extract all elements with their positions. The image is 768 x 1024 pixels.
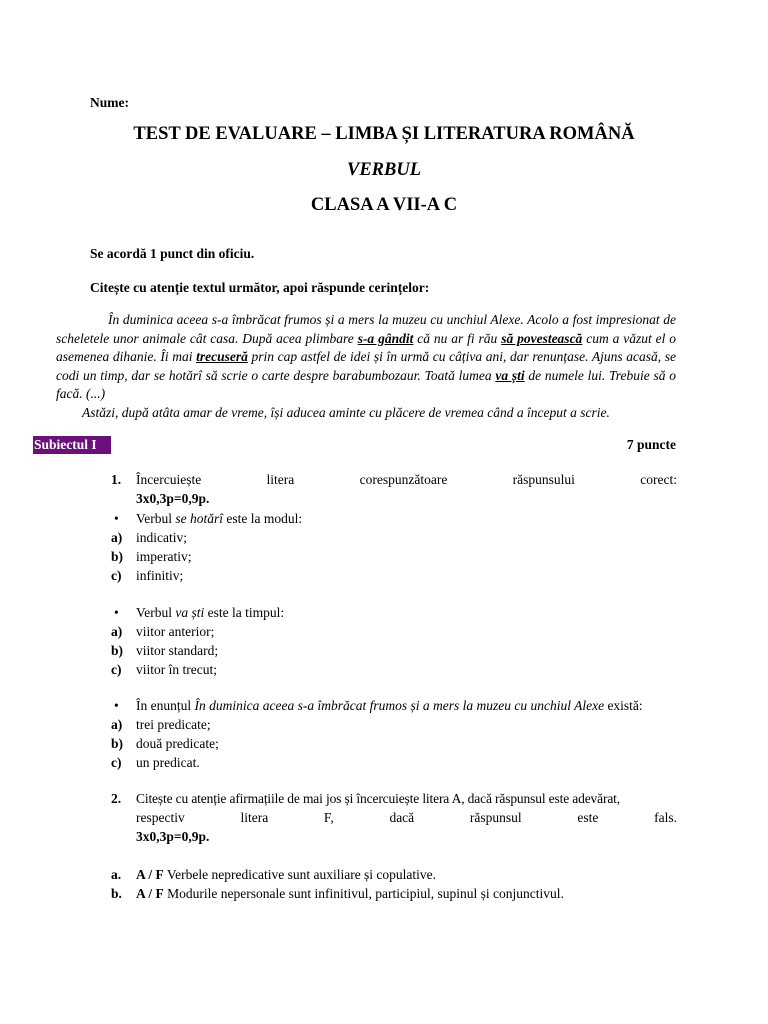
underlined-verb: va ști xyxy=(495,367,525,383)
question-2-number: 2. xyxy=(111,791,122,806)
instruction-word: corespunzătoare xyxy=(359,472,448,487)
bullet-icon: • xyxy=(114,511,119,526)
option-text: viitor în trecut; xyxy=(136,662,217,677)
underlined-verb: s-a gândit xyxy=(357,330,414,346)
instruction-word: este xyxy=(577,810,599,825)
true-false-choice: A / F xyxy=(136,886,164,901)
option-letter: c) xyxy=(111,755,122,770)
passage-paragraph-2: Astăzi, după atâta amar de vreme, își aducea aminte cu plăcere de vremea când a început a scrie. xyxy=(82,404,610,420)
instruction-word: Încercuiește xyxy=(136,472,202,487)
question-1-item-3 xyxy=(136,697,643,716)
option-text: un predicat. xyxy=(136,755,200,770)
option-letter: c) xyxy=(111,568,122,583)
subject-points: 7 puncte xyxy=(626,437,676,452)
class-heading: CLASA A VII-A C xyxy=(310,195,458,215)
option-text: trei predicate; xyxy=(136,717,211,732)
statement-b xyxy=(136,885,564,904)
statement-letter: b. xyxy=(111,886,122,901)
test-subtitle: VERBUL xyxy=(346,160,422,180)
true-false-choice: A / F xyxy=(136,867,164,882)
instruction-word: răspunsului xyxy=(512,472,575,487)
reading-instruction: Citește cu atenție textul următor, apoi răspunde cerințelor: xyxy=(90,280,430,295)
instruction-word: corect: xyxy=(640,472,677,487)
option-letter: b) xyxy=(111,736,124,751)
statement-a xyxy=(136,866,436,885)
underlined-verb: trecuseră xyxy=(196,349,248,364)
instruction-word: litera xyxy=(266,472,295,487)
question-1-instruction xyxy=(136,471,677,490)
item-text: este la modul: xyxy=(223,511,303,526)
option-letter: b) xyxy=(111,549,124,564)
option-text: viitor standard; xyxy=(136,643,219,658)
item-text: este la timpul: xyxy=(204,605,285,620)
question-1-item-1 xyxy=(136,510,302,529)
instruction-word: respectiv xyxy=(136,810,185,825)
statement-text: Modurile nepersonale sunt infinitivul, participiul, supinul și conjunctivul. xyxy=(163,886,564,901)
item-text: Verbul xyxy=(136,605,176,620)
statement-letter: a. xyxy=(111,867,122,882)
item-verb: va ști xyxy=(175,605,205,620)
reading-passage xyxy=(56,311,676,422)
instruction-word: răspunsul xyxy=(469,810,522,825)
item-text: există: xyxy=(604,698,643,713)
statement-text: Verbele nepredicative sunt auxiliare și copulative. xyxy=(163,867,437,882)
option-letter: b) xyxy=(111,643,124,658)
passage-text: În duminica aceea s-a îmbrăcat frumos și a mers la muzeu cu unchiul Alexe. Acolo a fost impresionat de scheletele unor animale cât casa. După acea plimbare xyxy=(56,312,676,346)
passage-text: de numele lui. Trebuie să o facă. (...) xyxy=(56,367,677,401)
question-2-instruction-line-1: Citește cu atenție afirmațiile de mai jos și încercuiește litera A, dacă răspunsul este adevărat, xyxy=(136,791,621,806)
question-1-item-2 xyxy=(136,604,284,623)
option-text: infinitiv; xyxy=(136,568,184,583)
instruction-word: dacă xyxy=(389,810,415,825)
test-title: TEST DE EVALUARE – LIMBA ȘI LITERATURA ROMÂNĂ xyxy=(133,124,635,144)
item-text: În enunțul xyxy=(136,698,195,713)
question-2-instruction-line-2 xyxy=(136,809,677,828)
question-1-number: 1. xyxy=(111,472,122,487)
underlined-verb: să povestească xyxy=(501,330,583,346)
bullet-icon: • xyxy=(114,605,119,620)
bullet-icon: • xyxy=(114,698,119,713)
option-letter: a) xyxy=(111,624,123,639)
option-letter: a) xyxy=(111,717,123,732)
item-text: Verbul xyxy=(136,511,176,526)
item-verb: se hotărî xyxy=(175,511,224,526)
option-letter: c) xyxy=(111,662,122,677)
item-sentence: În duminica aceea s-a îmbrăcat frumos și a mers la muzeu cu unchiul Alexe xyxy=(194,698,605,713)
instruction-word: fals. xyxy=(654,810,677,825)
passage-paragraph-1 xyxy=(56,311,676,404)
instruction-word: F, xyxy=(323,810,334,825)
bonus-point-note: Se acordă 1 punct din oficiu. xyxy=(90,246,255,261)
instruction-word: litera xyxy=(240,810,269,825)
passage-text: prin cap astfel de idei și în urmă cu câțiva ani, dar renunțase. Ajuns acasă, se codi un timp, dar se hotărî să scrie o carte despre barabumbozaur. Toată lumea xyxy=(56,349,676,383)
option-text: imperativ; xyxy=(136,549,192,564)
question-2-score: 3x0,3p=0,9p. xyxy=(136,829,210,844)
passage-text: că nu ar fi rău xyxy=(413,330,502,346)
passage-text: cum a văzut el o asemenea dihanie. Îi mai xyxy=(56,330,676,364)
option-text: indicativ; xyxy=(136,530,187,545)
option-text: două predicate; xyxy=(136,736,219,751)
subject-label: Subiectul I xyxy=(33,436,111,454)
question-1-score: 3x0,3p=0,9p. xyxy=(136,491,210,506)
name-label: Nume: xyxy=(90,95,129,110)
option-letter: a) xyxy=(111,530,123,545)
option-text: viitor anterior; xyxy=(136,624,215,639)
